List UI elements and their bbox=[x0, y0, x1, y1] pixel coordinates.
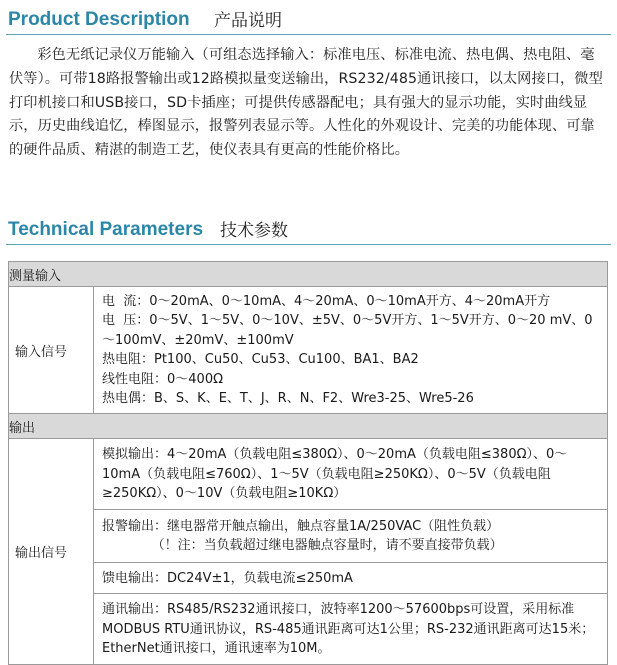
comm-output-content bbox=[94, 594, 608, 665]
alarm-output-content bbox=[94, 510, 608, 563]
input-rtd-line: 热电阻：Pt100、Cu50、Cu53、Cu100、BA1、BA2 bbox=[102, 352, 419, 368]
technical-parameters-title-zh: 技术参数 bbox=[220, 221, 288, 241]
category-row-output bbox=[9, 414, 608, 439]
alarm-output-line: 报警输出：继电器常开触点输出，触点容量1A/250VAC（阻性负载） bbox=[102, 519, 500, 535]
category-row-input bbox=[9, 262, 608, 287]
alarm-output-note-line: （！注：当负载超过继电器触点容量时，请不要直接带负载） bbox=[102, 538, 503, 554]
product-description-header bbox=[6, 2, 611, 35]
input-signal-label: 输入信号 bbox=[9, 287, 94, 414]
param-row-comm-output bbox=[9, 594, 608, 665]
output-signal-label: 输出信号 bbox=[9, 439, 94, 665]
param-row-feed-output bbox=[9, 563, 608, 594]
input-signal-content bbox=[94, 287, 608, 414]
category-output-label: 输出 bbox=[9, 414, 608, 439]
param-row-analog-output bbox=[9, 439, 608, 510]
input-thermocouple-line: 热电偶：B、S、K、E、T、J、R、N、F2、Wre3-25、Wre5-26 bbox=[102, 391, 474, 407]
input-current-line: 电 流：0～20mA、0～10mA、4～20mA、0～10mA开方、4～20mA开方 bbox=[102, 294, 551, 309]
param-row-alarm-output bbox=[9, 510, 608, 563]
parameters-table bbox=[8, 261, 608, 665]
technical-parameters-header bbox=[6, 212, 611, 245]
feed-output-content bbox=[94, 563, 608, 594]
input-voltage-line: 电 压：0～5V、1～5V、0～10V、±5V、0～5V开方、1～5V开方、0～20 mV、0～100mV、±20mV、±100mV bbox=[102, 313, 593, 348]
product-description-title-zh: 产品说明 bbox=[214, 11, 282, 31]
param-row-input-signal bbox=[9, 287, 608, 414]
feed-output-line: 馈电输出：DC24V±1，负载电流≤250mA bbox=[102, 570, 353, 586]
product-description-text: 彩色无纸记录仪万能输入（可组态选择输入：标准电压、标准电流、热电偶、热电阻、毫伏等）。可带18路报警输出或12路模拟量变送输出，RS232/485通讯接口，以太网接口，微型打印机接口和USB接口，SD卡插座；可提供传感器配电；具有强大的显示功能，实时曲线显示，历史曲线追忆，棒图显示，报警列表显示等。人性化的外观设计、完美的功能体现、可靠的硬件品质、精湛的制造工艺，使仪表具有更高的性能价格比。 bbox=[9, 47, 603, 159]
comm-output-line: 通讯输出：RS485/RS232通讯接口，波特率1200～57600bps可设置，采用标准MODBUS RTU通讯协议，RS-485通讯距离可达1公里；RS-232通讯距离可达15米；EtherNet通讯接口，通讯速率为10M。 bbox=[102, 602, 595, 657]
technical-parameters-title-en: Technical Parameters bbox=[8, 219, 204, 240]
product-description-title-en: Product Description bbox=[8, 9, 190, 30]
category-input-label: 测量输入 bbox=[9, 262, 608, 287]
analog-output-content bbox=[94, 439, 608, 510]
analog-output-line: 模拟输出：4～20mA（负载电阻≤380Ω）、0～20mA（负载电阻≤380Ω）、0～10mA（负载电阻≤760Ω）、1～5V（负载电阻≥250KΩ）、0～5V（负载电阻≥250KΩ）、0～10V（负载电阻≥10KΩ） bbox=[102, 447, 568, 502]
input-linear-resistance-line: 线性电阻：0～400Ω bbox=[102, 371, 224, 387]
